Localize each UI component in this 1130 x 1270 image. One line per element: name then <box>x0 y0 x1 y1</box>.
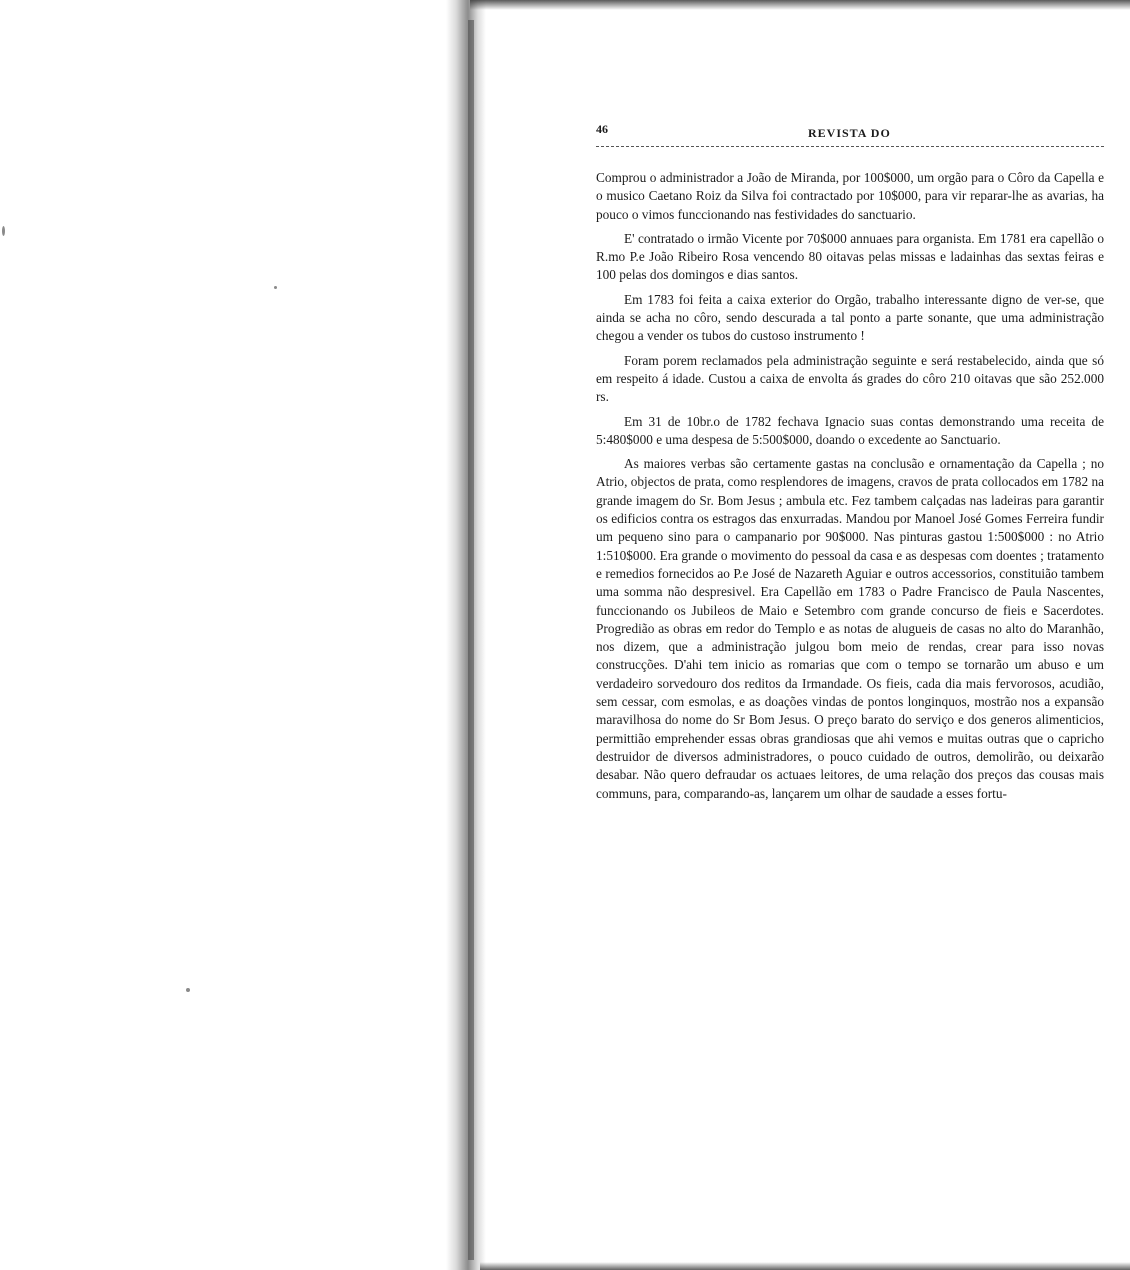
running-title: REVISTA DO <box>808 126 891 140</box>
paragraph: Em 1783 foi feita a caixa exterior do Orgão, trabalho interessante digno de ver-se, que ainda se acha no côro, sendo descurada a tal ponto a parte sonante, que uma administração chegou a vender os tubos do custoso instrumento ! <box>596 291 1104 344</box>
page-header <box>596 120 1104 142</box>
page-bottom-edge <box>480 1262 1130 1270</box>
header-rule <box>596 146 1104 147</box>
book-page <box>596 120 1104 809</box>
book-gutter-shadow <box>446 0 486 1270</box>
paragraph: E' contratado o irmão Vicente por 70$000 annuaes para organista. Em 1781 era capellão o R.mo P.e João Ribeiro Rosa vencendo 80 oitavas pelas missas e ladainhas das sextas feiras e 100 pelas dos domingos e dias santos. <box>596 230 1104 283</box>
paragraph: As maiores verbas são certamente gastas na conclusão e ornamentação da Capella ; no Atrio, objectos de prata, como resplendores de imagens, cravos de prata collocados em 1782 na grande imagem do Sr. Bom Jesus ; ambula etc. Fez tambem calçadas nas ladeiras para garantir os edificios contra os estragos das enxurradas. Mandou por Manoel José Gomes Ferreira fundir um pequeno sino para o campanario por 90$000. Nas pinturas gastou 1:500$000 : no Atrio 1:510$000. Era grande o movimento do pessoal da casa e as despesas com doentes ; tratamento e remedios fornecidos ao P.e José de Nazareth Aguiar e outros accessorios, constituião tambem uma somma não despresivel. Era Capellão em 1783 o Padre Francisco de Paula Nascentes, funccionando os Jubileos de Maio e Setembro com grande concurso de fieis e Sacerdotes. Progredião as obras em redor do Templo e as notas de alugueis de casas no alto do Maranhão, nos dizem, que a administração julgou bom meio de rendas, crear para isso novas construcções. D'ahi tem inicio as romarias que com o tempo se tornarão um abuso e um verdadeiro sorvedouro dos reditos da Irmandade. Os fieis, cada dia mais fervorosos, acudião, sem cessar, com esmolas, e as doações vindas de pontos longinquos, mostrão nos a expansão maravilhosa do nome do Sr Bom Jesus. O preço barato do serviço e dos generos alimenticios, permittião emprehender essas obras grandiosas que ahi vemos e muitas outras que o capricho destruidor de diversos administradores, o pouco cuidado de outros, demolirão, ou deixarão desabar. Não quero defraudar os actuaes leitores, de uma relação dos preços das cousas mais communs, para, comparando-as, lançarem um olhar de saudade a esses fortu- <box>596 456 1104 801</box>
page-body <box>596 169 1104 803</box>
paragraph: Em 31 de 10br.o de 1782 fechava Ignacio suas contas demonstrando uma receita de 5:480$000 e uma despesa de 5:500$000, doando o excedente ao Sanctuario. <box>596 413 1104 447</box>
scan-speck <box>274 286 277 289</box>
scan-speck <box>186 988 190 992</box>
book-spine-edge <box>468 20 474 1260</box>
page-number: 46 <box>596 122 608 136</box>
scan-speck <box>2 226 5 236</box>
page-top-edge <box>470 0 1130 10</box>
paragraph: Comprou o administrador a João de Miranda, por 100$000, um orgão para o Côro da Capella e o musico Caetano Roiz da Silva foi contractado por 10$000, para vir reparar-lhe as avarias, ha pouco o vimos funccionando nas festividades do sanctuario. <box>596 170 1104 222</box>
paragraph: Foram porem reclamados pela administração seguinte e será restabelecido, ainda que só em respeito á idade. Custou a caixa de envolta ás grades do côro 210 oitavas que são 252.000 rs. <box>596 352 1104 405</box>
